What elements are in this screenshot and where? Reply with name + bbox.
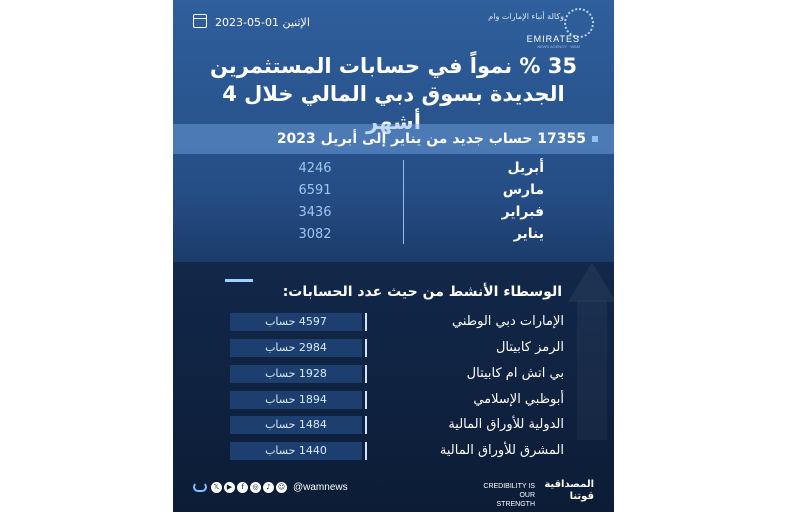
summary-text: 17355 حساب جديد من يناير إلى أبريل 2023	[276, 131, 586, 147]
brokers-title-accent	[225, 279, 253, 282]
broker-row	[173, 414, 614, 436]
square-bullet-icon	[592, 136, 598, 142]
infographic-card	[173, 0, 614, 512]
credibility-en-line-2: OUR STRENGTH	[496, 492, 535, 508]
broker-accounts: 1484 حساب	[230, 416, 362, 434]
date-label: الإثنين 01-05-2023	[215, 16, 310, 29]
month-value: 3082	[298, 227, 332, 242]
summary-band	[173, 124, 614, 154]
facebook-icon[interactable]: f	[237, 482, 248, 493]
broker-row	[173, 337, 614, 359]
month-row	[173, 224, 614, 246]
broker-accounts: 1894 حساب	[230, 391, 362, 409]
month-value: 3436	[298, 205, 332, 220]
month-name: أبريل	[507, 160, 544, 176]
x-icon[interactable]: 𝕏	[211, 482, 222, 493]
broker-name: بي اتش ام كابيتال	[466, 366, 564, 381]
broker-accounts: 1928 حساب	[230, 365, 362, 383]
headline-line-2: الجديدة بسوق دبي المالي خلال 4 أشهر	[222, 82, 565, 134]
brokers-title: الوسطاء الأنشط من حيث عدد الحسابات:	[282, 284, 562, 300]
broker-separator	[365, 339, 367, 357]
headline-line-1: 35 % نمواً في حسابات المستثمرين	[209, 54, 578, 78]
broker-row	[173, 311, 614, 333]
logo-arabic: وكالة أنباء الإمارات وام	[488, 12, 564, 21]
credibility-arabic	[544, 479, 594, 503]
broker-separator	[365, 416, 367, 434]
tiktok-icon[interactable]: ♪	[263, 482, 274, 493]
broker-accounts: 1440 حساب	[230, 442, 362, 460]
credibility-ar-line-1: المصداقية	[544, 479, 594, 490]
snapchat-icon[interactable]: ☺	[277, 482, 286, 491]
wam-logo	[488, 8, 594, 49]
month-row	[173, 158, 614, 180]
month-name: فبراير	[501, 204, 544, 220]
broker-name: الرمز كابيتال	[495, 340, 564, 355]
social-handle[interactable]: @wamnews	[293, 481, 348, 493]
credibility-ar-line-2: قوتنا	[569, 491, 594, 502]
broker-row	[173, 389, 614, 411]
broker-separator	[365, 313, 367, 331]
logo-sub: NEWS AGENCY · WAM	[537, 44, 580, 49]
logo-english: EMIRATES	[526, 34, 580, 44]
month-value: 6591	[298, 183, 332, 198]
broker-name: الدولية للأوراق المالية	[448, 417, 564, 432]
youtube-icon[interactable]: ▶	[224, 482, 235, 493]
wam-wave-icon	[193, 482, 207, 492]
instagram-icon[interactable]: ◎	[250, 482, 261, 493]
decorative-arrow-icon	[568, 262, 614, 302]
broker-separator	[365, 365, 367, 383]
broker-row	[173, 440, 614, 462]
month-value: 4246	[298, 161, 332, 176]
broker-accounts: 4597 حساب	[230, 313, 362, 331]
broker-row	[173, 363, 614, 385]
broker-separator	[365, 391, 367, 409]
social-links	[193, 480, 348, 494]
broker-name: المشرق للأوراق المالية	[439, 443, 564, 458]
month-row	[173, 202, 614, 224]
broker-name: الإمارات دبي الوطني	[452, 314, 564, 329]
broker-accounts: 2984 حساب	[230, 339, 362, 357]
credibility-en-line-1: CREDIBILITY IS	[483, 483, 535, 490]
broker-name: أبوظبي الإسلامي	[473, 392, 564, 407]
month-row	[173, 180, 614, 202]
month-name: يناير	[513, 226, 544, 242]
month-name: مارس	[502, 182, 544, 198]
credibility-english	[483, 482, 535, 509]
broker-separator	[365, 442, 367, 460]
calendar-icon	[193, 14, 207, 28]
